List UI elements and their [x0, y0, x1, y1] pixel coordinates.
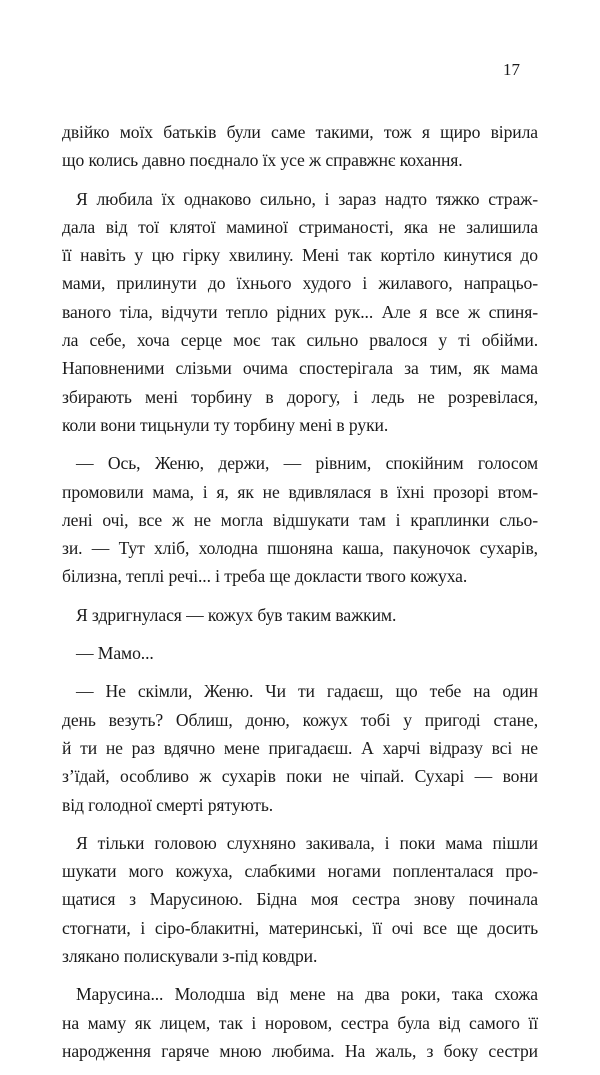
text-line: народження гаряче мною любима. На жаль, з боку сестри	[62, 1040, 538, 1061]
paragraph	[62, 185, 538, 440]
text-line: коли вони тицьнули ту торбину мені в руки.	[62, 414, 389, 435]
text-line: двійко моїх батьків були саме такими, тож я щиро вірила	[62, 122, 538, 142]
text-line: її навіть у цю гірку хвилину. Мені так кортіло кинутися до	[62, 245, 538, 266]
paragraph	[62, 601, 538, 629]
text-line: від голодної смерті рятують.	[62, 794, 274, 815]
body-text	[62, 118, 538, 1075]
text-line: Я тільки головою слухняно закивала, і поки мама пішли	[76, 832, 538, 853]
text-line: на маму як лицем, так і норовом, сестра була від самого її	[62, 1012, 538, 1033]
text-line: — Мамо...	[76, 643, 154, 664]
text-line: щатися з Марусиною. Бідна моя сестра знову починала	[62, 889, 538, 910]
paragraph	[62, 639, 538, 667]
text-line: з’їдай, особливо ж сухарів поки не чіпай. Сухарі — вони	[62, 766, 538, 787]
text-line: що колись давно поєднало їх усе ж справжнє кохання.	[62, 150, 463, 171]
paragraph	[62, 677, 538, 818]
text-line: шукати мого кожуха, слабкими ногами попленталася про-	[62, 861, 538, 882]
text-line: ла себе, хоча серце моє так сильно рвалося у ті обійми.	[62, 330, 538, 351]
text-line: дала від тої клятої маминої стриманості, яка не залишила	[62, 216, 538, 237]
text-line: зи. — Тут хліб, холодна пшоняна каша, пакуночок сухарів,	[62, 538, 538, 559]
text-line: злякано полискували з-під ковдри.	[62, 946, 318, 967]
text-line: Я здригнулася — кожух був таким важким.	[76, 604, 397, 625]
text-line: день везуть? Облиш, доню, кожух тобі у пригоді стане,	[62, 709, 538, 730]
text-line: й ти не раз вдячно мене пригадаєш. А харчі відразу всі не	[62, 737, 538, 758]
text-line: білизна, теплі речі... і треба ще докласти твого кожуха.	[62, 566, 468, 587]
text-line: — Ось, Женю, держи, — рівним, спокійним голосом	[76, 453, 538, 474]
page-number: 17	[503, 60, 520, 79]
text-line: — Не скімли, Женю. Чи ти гадаєш, що тебе на один	[76, 681, 538, 702]
text-line: Я любила їх однаково сильно, і зараз надто тяжко страж-	[76, 188, 538, 209]
text-line: лені очі, все ж не могла відшукати там і краплинки сльо-	[62, 509, 538, 530]
text-line: Марусина... Молодша від мене на два роки, така схожа	[76, 984, 538, 1005]
text-line: ваного тіла, відчути тепло рідних рук... Але я все ж спиня-	[62, 301, 538, 322]
paragraph	[62, 829, 538, 970]
paragraph	[62, 980, 538, 1065]
paragraph	[62, 449, 538, 590]
text-line: Наповненими слізьми очима спостерігала за тим, як мама	[62, 358, 538, 379]
text-line: промовили мама, і я, як не вдивлялася в їхні прозорі втом-	[62, 481, 538, 502]
text-line: стогнати, і сіро-блакитні, материнські, її очі все ще досить	[62, 917, 538, 938]
text-line: мами, прилинути до їхнього худого і жилавого, напрацьо-	[62, 273, 538, 294]
text-line: збирають мені торбину в дорогу, і ледь не розревілася,	[62, 386, 538, 407]
paragraph	[62, 118, 538, 175]
